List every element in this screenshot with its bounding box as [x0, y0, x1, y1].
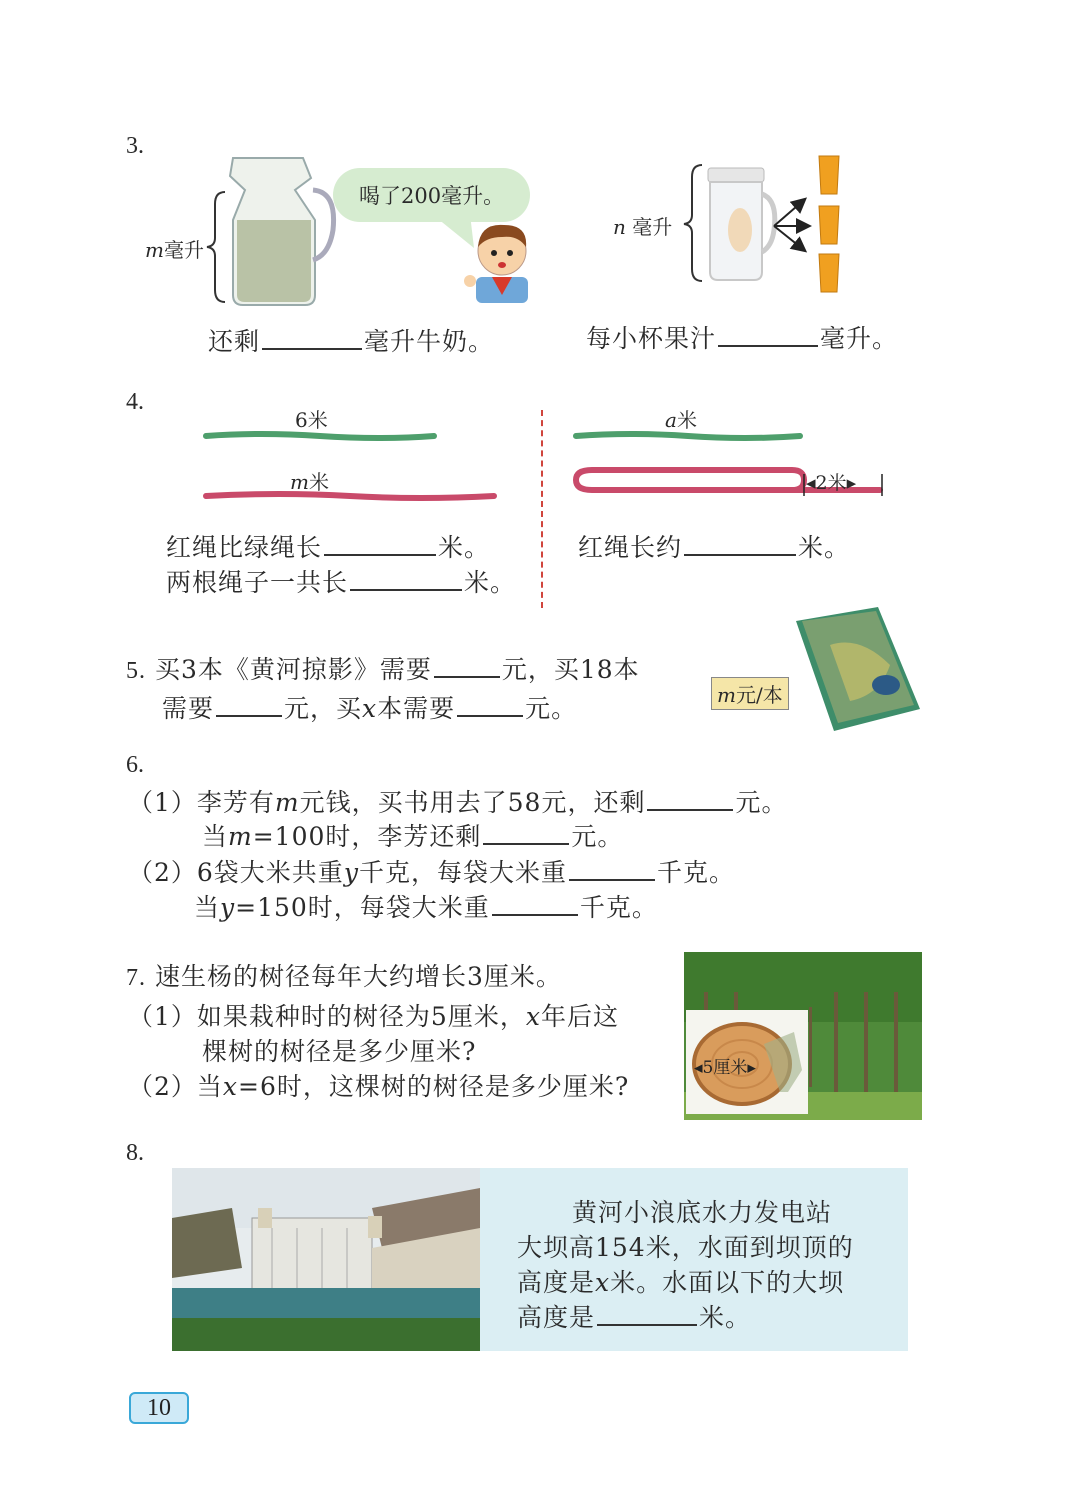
answer-blank[interactable]	[434, 654, 500, 678]
divider	[541, 410, 543, 608]
answer-blank[interactable]	[684, 532, 796, 556]
problem-8-line-2: 大坝高154米，水面到坝顶的	[517, 1233, 854, 1262]
answer-blank[interactable]	[350, 567, 462, 591]
answer-blank[interactable]	[457, 693, 523, 717]
problem-6-part-1-line-1: （1）李芳有m元钱，买书用去了58元，还剩 元。	[128, 788, 788, 817]
green-rope-right	[570, 428, 806, 444]
problem-4-right-line: 红绳长约 米。	[578, 533, 851, 562]
green-rope-left-label: 6米	[295, 408, 328, 432]
problem-7-part-1-line-1: （1）如果栽种时的树径为5厘米，x年后这	[128, 1002, 619, 1031]
problem-6-part-1-line-2: 当m=100时，李芳还剩 元。	[202, 822, 624, 851]
problem-8-line-4: 高度是 米。	[517, 1303, 752, 1332]
answer-blank[interactable]	[569, 857, 655, 881]
problem-6-part-2-line-2: 当y=150时，每袋大米重 千克。	[194, 893, 658, 922]
answer-blank[interactable]	[647, 787, 733, 811]
green-rope-right-label: a米	[665, 408, 697, 432]
dam-photo	[172, 1168, 480, 1351]
page-number: 10	[129, 1392, 189, 1424]
extra-length-label: ◂2米▸	[806, 472, 857, 494]
problem-4-number: 4.	[126, 389, 144, 415]
boy-illustration	[462, 215, 540, 303]
log-diameter-label: ◂5厘米▸	[694, 1058, 756, 1078]
problem-5-line-2: 需要 元，买x本需要 元。	[162, 694, 578, 723]
problem-5-line-1: 5. 买3本《黄河掠影》需要 元，买18本	[126, 655, 640, 684]
problem-7-part-1-line-2: 棵树的树径是多少厘米?	[202, 1037, 477, 1066]
juice-cups-illustration	[815, 152, 843, 297]
green-rope-left	[200, 428, 440, 444]
juice-label: n 毫升	[613, 215, 673, 239]
forest-photo	[684, 952, 922, 1120]
problem-6-number: 6.	[126, 752, 144, 778]
problem-8-line-3: 高度是x米。水面以下的大坝	[517, 1268, 845, 1297]
problem-4-line-1: 红绳比绿绳长 米。	[166, 533, 491, 562]
answer-blank[interactable]	[492, 892, 578, 916]
price-tag: m元/本	[711, 677, 789, 710]
problem-3-number: 3.	[126, 133, 144, 159]
answer-blank[interactable]	[324, 532, 436, 556]
problem-7-part-2: （2）当x=6时，这棵树的树径是多少厘米?	[128, 1072, 630, 1101]
problem-8-line-1: 黄河小浪底水力发电站	[572, 1198, 833, 1227]
problem-7-title: 7. 速生杨的树径每年大约增长3厘米。	[126, 962, 562, 991]
problem-8-number: 8.	[126, 1140, 144, 1166]
answer-blank[interactable]	[597, 1302, 697, 1326]
arrows-icon	[768, 190, 818, 260]
speech-bubble: 喝了200毫升。	[333, 168, 530, 222]
answer-blank[interactable]	[216, 693, 282, 717]
answer-blank[interactable]	[483, 821, 569, 845]
problem-3-right-sentence: 每小杯果汁 毫升。	[586, 324, 899, 353]
problem-3-left-sentence: 还剩 毫升牛奶。	[208, 327, 495, 356]
answer-blank[interactable]	[262, 326, 362, 350]
juice-bracket	[682, 163, 706, 283]
book-illustration	[790, 605, 925, 733]
answer-blank[interactable]	[718, 323, 818, 347]
milk-bracket	[205, 190, 229, 304]
milk-jug-illustration	[215, 150, 340, 310]
milk-label: m毫升	[145, 238, 204, 262]
problem-6-part-2-line-1: （2）6袋大米共重y千克，每袋大米重 千克。	[128, 858, 735, 887]
red-rope-left-label: m米	[290, 470, 329, 494]
problem-4-line-2: 两根绳子一共长 米。	[166, 568, 517, 597]
red-rope-left	[200, 488, 500, 504]
